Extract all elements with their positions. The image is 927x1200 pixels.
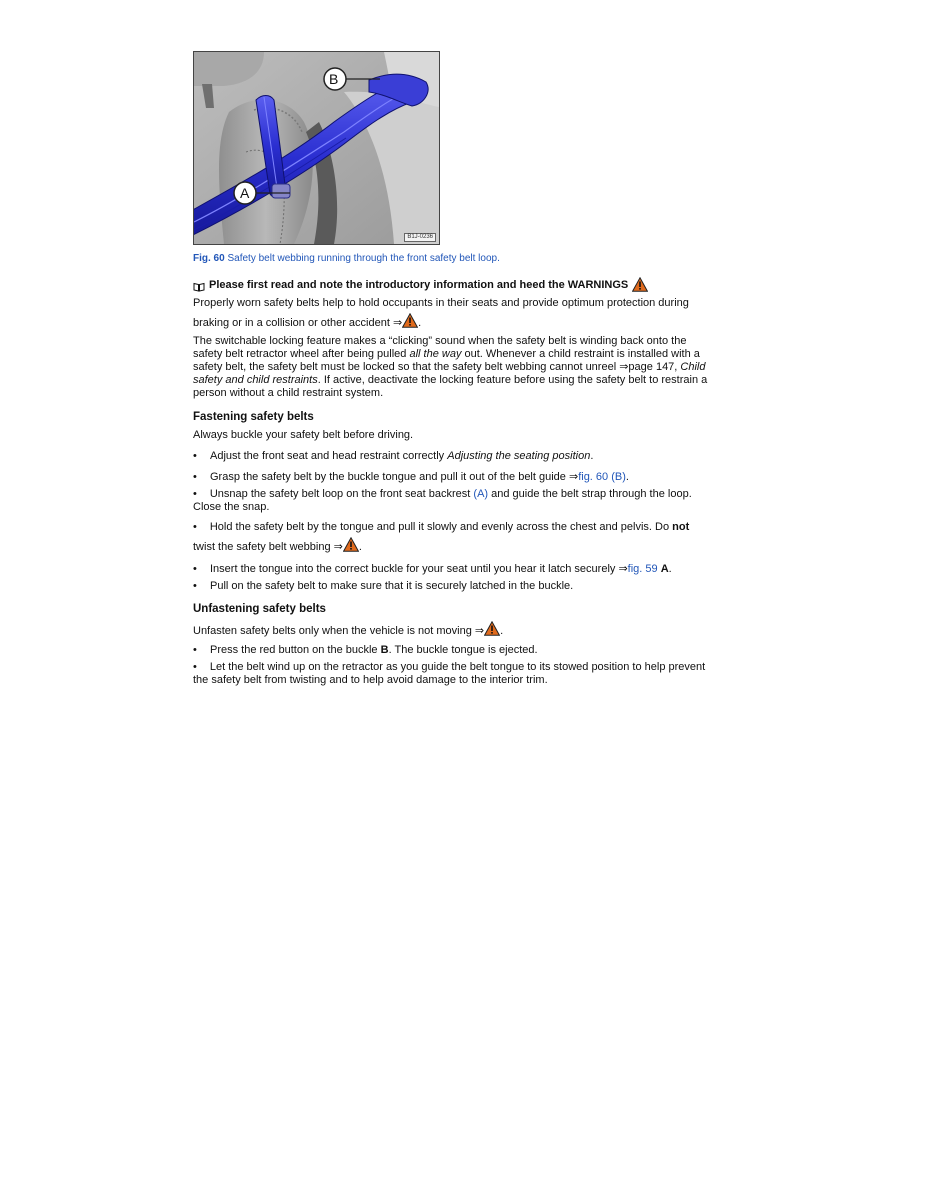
bullet: • [193,471,197,483]
callout-a-link[interactable]: (A) [473,488,489,500]
unfastening-b2: Let the belt wind up on the retractor as you guide the belt tongue to its stowed position to help prevent the safety belt from twisting and to help avoid damage to the interior trim. [193,661,706,686]
callout-a-label: A [240,185,250,201]
bullet: • [193,563,197,575]
fastening-b3-b: and guide the belt strap through the loop. Close the snap. [193,488,692,513]
figure-caption-label: Fig. 60 [193,253,225,264]
unfastening-b1-bold: B [380,644,389,656]
fastening-b6: Pull on the safety belt to make sure that it is securely latched in the buckle. [210,580,574,592]
fastening-b3-a: Unsnap the safety belt loop on the front seat backrest [209,488,474,500]
warning-icon[interactable] [484,621,500,636]
list-item [193,518,713,557]
seat-belt-illustration [194,52,439,244]
bullet: • [193,580,197,592]
fastening-b4-bold: not [672,521,690,533]
unfastening-b1-a: Press the red button on the buckle [210,644,381,656]
unfastening-b1-b: . The buckle tongue is ejected. [388,644,538,656]
page-content [193,51,713,687]
period: . [500,625,504,637]
intro-p1-text: Properly worn safety belts help to hold occupants in their seats and provide optimum protection during braking or in a collision or other accident ⇒ [193,297,689,329]
intro-paragraph-2 [193,335,713,400]
figure-caption-text: Safety belt webbing running through the front safety belt loop. [227,253,500,264]
fastening-b4-a: Hold the safety belt by the tongue and pull it slowly and evenly across the chest and pelvis. Do [209,521,673,533]
list-item [193,450,713,463]
list-item [193,661,713,687]
callout-b-label: B [329,71,339,87]
bullet: • [193,488,197,500]
fastening-b2-b: . [625,471,629,483]
list-item [193,488,713,514]
intro-heading [193,277,713,292]
fastening-b4-b: twist the safety belt webbing ⇒ [193,541,343,553]
intro-p2-em2[interactable]: Child safety and child restraints [193,361,706,386]
bullet: • [193,450,197,462]
warning-icon [632,277,648,292]
fig-59-link[interactable]: fig. 59 [627,563,658,575]
bullet: • [193,521,197,533]
period: . [418,317,422,329]
unfastening-lead [193,621,713,641]
intro-heading-text: Please first read and note the introductory information and heed the WARNINGS [209,279,629,291]
fastening-b1-a: Adjust the front seat and head restraint correctly [210,450,448,462]
intro-p2-c: . If active, deactivate the locking feature before using the safety belt to restrain a person without a child restraint system. [193,374,708,399]
figure-code: B1J-0236 [404,233,436,242]
fastening-b1-em[interactable]: Adjusting the seating position [447,450,591,462]
fastening-heading: Fastening safety belts [193,411,314,423]
fastening-lead: Always buckle your safety belt before driving. [193,429,414,441]
intro-p2-b: out. Whenever a child restraint is installed with a safety belt, the safety belt must be locked so that the safety belt webbing cannot unreel ⇒page 147, [193,348,700,373]
list-item [193,580,713,593]
unfastening-lead-text: Unfasten safety belts only when the vehicle is not moving ⇒ [193,625,485,637]
book-icon [193,282,205,292]
intro-paragraph-1 [193,294,713,333]
fastening-b5-b: . [668,563,672,575]
fastening-b5-bold: A [660,563,669,575]
fastening-b5-a: Insert the tongue into the correct buckle for your seat until you hear it latch securely ⇒ [210,563,628,575]
seat-belt-figure [193,51,440,245]
period: . [358,541,362,553]
unfastening-heading: Unfastening safety belts [193,603,326,615]
warning-icon[interactable] [343,537,359,552]
intro-p2-a: The switchable locking feature makes a “clicking” sound when the safety belt is winding back onto the safety belt retractor wheel after being pulled [193,335,687,360]
list-item [193,644,713,657]
list-item [193,563,713,576]
fig-60-b-link[interactable]: fig. 60 (B) [578,471,626,483]
warning-icon[interactable] [402,313,418,328]
fastening-b2-a: Grasp the safety belt by the buckle tongue and pull it out of the belt guide ⇒ [210,471,579,483]
figure-caption [193,253,713,265]
bullet: • [193,644,197,656]
list-item [193,471,713,484]
fastening-b1-b: . [590,450,594,462]
bullet: • [193,661,197,673]
intro-p2-em: all the way [409,348,462,360]
